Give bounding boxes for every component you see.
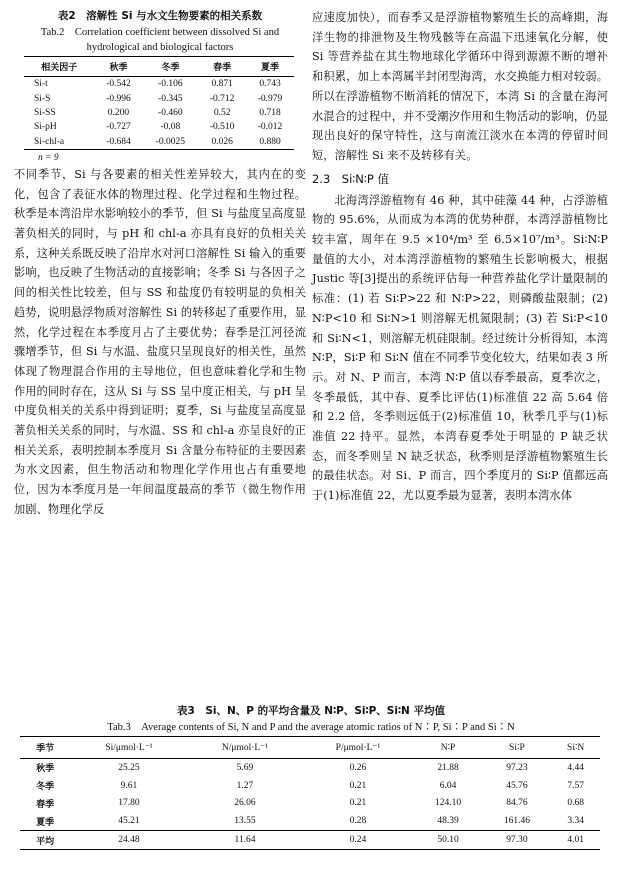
table-cell: -0.510 xyxy=(209,122,235,133)
table-cell: Si-SS xyxy=(34,107,56,118)
table2-header: 冬季 xyxy=(142,57,198,77)
table-cell: 0.21 xyxy=(349,798,367,809)
table-row xyxy=(24,77,294,92)
table-cell: 84.76 xyxy=(506,798,528,809)
table-cell: 平均 xyxy=(20,831,70,850)
table-cell: 3.34 xyxy=(567,816,584,827)
table-cell: 4.44 xyxy=(567,762,584,773)
table-cell: 25.25 xyxy=(118,762,140,773)
table-cell: 0.871 xyxy=(211,79,233,90)
table-cell: 24.48 xyxy=(70,831,187,850)
table-cell: -0.0025 xyxy=(142,135,198,150)
table-cell: -0.08 xyxy=(160,122,181,133)
table-cell: 124.10 xyxy=(434,798,462,809)
table-cell: 7.57 xyxy=(567,780,584,791)
table-cell: 1.27 xyxy=(236,780,254,791)
table-cell: -0.979 xyxy=(257,93,283,104)
table-cell: 4.01 xyxy=(551,831,600,850)
table-row xyxy=(24,106,294,120)
table-cell: Si-pH xyxy=(34,122,57,133)
table-cell: 春季 xyxy=(36,799,55,810)
body-paragraph-left: 不同季节，Si 与各要素的相关性差异较大，其内在的变化，包含了表征水体的物理过程、化学过程和生物过程。秋季是本湾沿岸水影响较小的季节，但 Si 与盐度呈高度显著负相关的同时，与 pH 和 chl-a 亦具有良好的负相关关系，这种关系既反映了沿岸水对河口溶解性 Si 输入的重要影响，也反映了生物活动的直接影响；冬季 Si 与各因子之间的相关性比较差，但与 SS 和盐度仍有较明显的负相关趋势，说明悬浮物质对溶解性 Si 的转移起了重要作用，显然，化学过程在本季度月占了主要优势；春季是江河径流骤增季节，但 Si 与水温、盐度只呈现良好的相关性，虽然体现了物理混合作用的主导地位，但也意味着化学和生物作用的同时存在，这从 Si 与 SS 呈中度正相关，与 pH 呈中度负相关的关系中得到证明；夏季，Si 与盐度呈高度显著负相关关系的同时，与水温、SS 和 chl-a 亦呈良好的正相关关系，表明控制本季度月 Si 含量分布特征的主要因素为水文因素，但生物活动和物理化学作用也占有重要地位，因为本季度月是一年间温度最高的季节（微生物作用加剧、物理化学反 xyxy=(14,167,306,516)
table-cell: -0.106 xyxy=(158,79,183,90)
table-cell: 9.61 xyxy=(120,780,138,791)
table-cell: 5.69 xyxy=(236,762,254,773)
table-row xyxy=(24,135,294,150)
body-paragraph-right-1: 应速度加快），而春季又是浮游植物繁殖生长的高峰期，海洋生物的排泄物及生物残骸等在高温下迅速氧化分解，使 Si 等营养盐在其生物地球化学循环中得到源源不断的增补和积累，加上本湾属半封闭型海湾，水交换能力相对较弱。所以在浮游植物不断消耗的情况下，本湾 Si 的含量在海河水混合的过程中，并不受潮汐作用和生物活动的影响，仍显现出良好的保守特性，这与南流江淡水在本湾的停留时间短，溶解性 Si 来不及转移有关。 xyxy=(312,11,608,162)
table2-header: 春季 xyxy=(198,57,246,77)
table-cell: 97.30 xyxy=(482,831,551,850)
table-cell: 50.10 xyxy=(414,831,483,850)
table-cell: 21.88 xyxy=(437,762,459,773)
table-cell: 冬季 xyxy=(36,782,55,793)
table-cell: -0.542 xyxy=(106,79,131,90)
table-row-average xyxy=(20,831,600,850)
table-row xyxy=(24,120,294,134)
table-cell: 夏季 xyxy=(36,817,55,828)
table-cell: 0.28 xyxy=(349,816,367,827)
table-cell: 161.46 xyxy=(503,816,530,827)
table2 xyxy=(24,56,294,150)
left-column xyxy=(14,8,306,520)
table2-caption-cn: 表2 溶解性 Si 与水文生物要素的相关系数 xyxy=(57,10,263,22)
table-cell: 97.23 xyxy=(506,762,528,773)
table-cell: 17.80 xyxy=(118,798,140,809)
table-cell: 0.21 xyxy=(349,780,367,791)
table2-header: 相关因子 xyxy=(24,57,95,77)
table-cell: 0.24 xyxy=(302,831,413,850)
table2-header: 夏季 xyxy=(246,57,294,77)
table3-header: N∶P xyxy=(414,737,483,759)
table-cell: 0.880 xyxy=(246,135,294,150)
table-row xyxy=(20,795,600,813)
table3-header: Si∶N xyxy=(551,737,600,759)
table-row xyxy=(24,91,294,105)
table3-header: N/μmol·L⁻¹ xyxy=(188,737,303,759)
table-cell: 13.55 xyxy=(234,816,256,827)
table3-caption-en: Tab.3 Average contents of Si, N and P and the average atomic ratios of N∶P, Si∶P and Si∶N xyxy=(107,722,515,733)
body-paragraph-right-2: 北海湾浮游植物有 46 种，其中硅藻 44 种，占浮游植物的 95.6%，从而成为本湾的优势种群，本湾浮游植物比较丰富，周年在 9.5 ×10⁴/m³ 至 6.5×10⁷/m³。Si∶N∶P 量值的大小，对本湾浮游植物的繁殖生长影响极大，根据 Justic 等[3]提出的系统评估每一种营养盐化学计量限制的标准：(1) 若 Si∶P>22 和 N∶P>22，则磷酸盐限制；(2) N∶P<10 和 Si∶N>1 则溶解无机氮限制；(3) 若 Si∶P<10 和 Si∶N<1，则溶解无机硅限制。经过统计分析得知，本湾 N∶P，Si∶P 和 Si∶N 值在不同季节变化较大，结果如表 3 所示。对 N、P 而言，本湾 N∶P 值以春季最高，夏季次之，冬季最低，其中春、夏季比评估(1)标准值 22 高 5.64 倍和 2.2 倍，冬季则远低于(2)标准值 10，秋季几乎与(1)标准值 22 持平。显然，本湾春夏季处于明显的 P 缺乏状态，而冬季则呈 N 缺乏状态，秋季则是浮游植物繁殖生长的最佳状态。对 Si、P 而言，四个季度月的 Si∶P 值都远高于(1)标准值 22，尤以夏季最为显著，表明本湾水体 xyxy=(312,193,608,503)
table-cell: 0.52 xyxy=(213,107,231,118)
table-row xyxy=(20,759,600,777)
table3-header: 季节 xyxy=(20,737,70,759)
table3-block xyxy=(14,703,608,850)
table3-caption-cn: 表3 Si、N、P 的平均含量及 N∶P、Si∶P、Si∶N 平均值 xyxy=(177,705,445,717)
table-cell: -0.996 xyxy=(106,93,131,104)
table3-header: Si∶P xyxy=(482,737,551,759)
table-row xyxy=(20,812,600,830)
table-cell: 0.68 xyxy=(567,798,584,809)
table-cell: 11.64 xyxy=(188,831,303,850)
table3-header: P/μmol·L⁻¹ xyxy=(302,737,413,759)
table-cell: 45.76 xyxy=(506,780,528,791)
table-cell: Si-chl-a xyxy=(24,135,95,150)
table2-caption-en-1: Tab.2 Correlation coefficient between dissolved Si and xyxy=(40,27,280,38)
table-cell: 0.026 xyxy=(198,135,246,150)
section-heading: 2.3 Si∶N∶P 值 xyxy=(312,171,389,186)
right-column xyxy=(312,8,608,506)
table-cell: 26.06 xyxy=(234,798,256,809)
table-cell: -0.684 xyxy=(95,135,143,150)
table2-header: 秋季 xyxy=(95,57,143,77)
table3-header: Si/μmol·L⁻¹ xyxy=(70,737,187,759)
table-cell: -0.727 xyxy=(106,122,131,133)
table2-note: n = 9 xyxy=(38,152,59,163)
table-cell: -0.712 xyxy=(209,93,235,104)
table-cell: Si-t xyxy=(34,79,48,90)
table-cell: 0.718 xyxy=(259,107,281,118)
table-cell: -0.012 xyxy=(257,122,283,133)
table-cell: 48.39 xyxy=(437,816,459,827)
table-cell: 45.21 xyxy=(118,816,140,827)
table-cell: 0.743 xyxy=(259,79,281,90)
table-row xyxy=(20,777,600,795)
table2-header-row xyxy=(24,57,294,77)
table3 xyxy=(20,736,600,850)
table-cell: -0.345 xyxy=(158,93,183,104)
table-cell: 秋季 xyxy=(36,764,55,775)
table-cell: 0.26 xyxy=(349,762,367,773)
table-cell: Si-S xyxy=(34,93,51,104)
table2-caption-en-2: hydrological and biological factors xyxy=(86,42,234,53)
table-cell: -0.460 xyxy=(158,107,183,118)
table-cell: 6.04 xyxy=(439,780,457,791)
table3-header-row xyxy=(20,737,600,759)
table-cell: 0.200 xyxy=(107,107,130,118)
